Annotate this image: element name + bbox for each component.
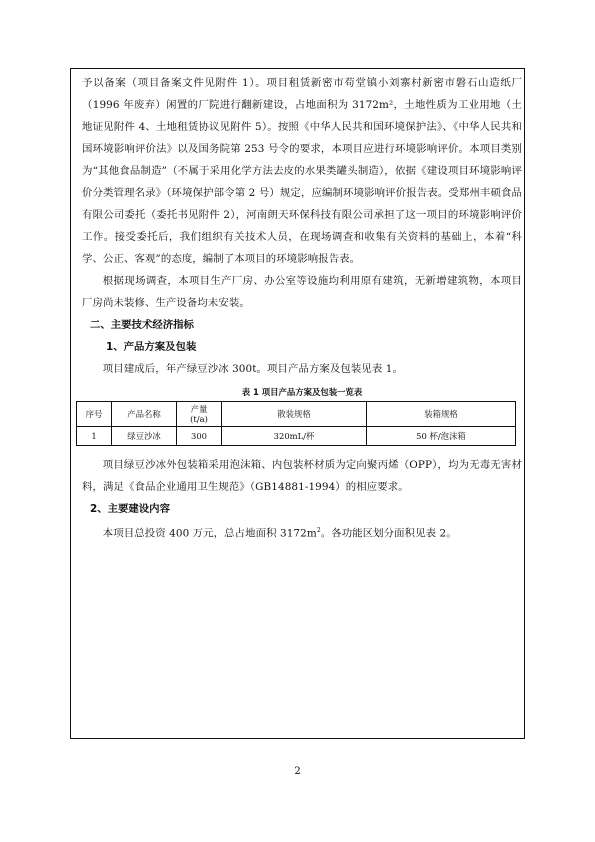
sub2-heading: 2、主要建设内容 <box>90 503 170 515</box>
investment-text: 本项目总投资 400 万元，总占地面积 3172m <box>102 527 317 540</box>
header-spec: 散装规格 <box>222 402 367 427</box>
investment-paragraph <box>82 520 522 544</box>
page-content <box>82 72 522 544</box>
cell-name: 绿豆沙冰 <box>112 427 177 446</box>
header-output-line1: 产量 <box>190 404 208 414</box>
section2-heading: 二、主要技术经济指标 <box>90 319 194 331</box>
header-box: 装箱规格 <box>367 402 516 427</box>
area-unit-superscript: 2 <box>316 527 321 534</box>
product-table <box>76 401 516 446</box>
table1-caption: 表 1 项目产品方案及包装一览表 <box>241 387 363 397</box>
sub1-paragraph: 项目建成后，年产绿豆沙冰 300t。项目产品方案及包装见表 1。 <box>102 363 403 375</box>
survey-paragraph: 根据现场调查，本项目生产厂房、办公室等设施均利用原有建筑，无新增建筑物，本项目厂房尚未装修、生产设备均未安装。 <box>82 275 522 309</box>
investment-text-end: 。各功能区划分面积见表 2。 <box>320 527 457 540</box>
header-name: 产品名称 <box>112 402 177 427</box>
header-output-line2: (t/a) <box>190 414 208 424</box>
packaging-paragraph: 项目绿豆沙冰外包装箱采用泡沫箱、内包装杯材质为定向聚丙烯（OPP），均为无毒无害材料，满足《食品企业通用卫生规范》（GB14881-1994）的相应要求。 <box>82 459 522 493</box>
intro-paragraph: 予以备案（项目备案文件见附件 1）。项目租赁新密市苟堂镇小刘寨村新密市磐石山造纸厂（1996 年废弃）闲置的厂院进行翻新建设，占地面积为 3172m²，土地性质为工业用地（土地证见附件 4、土地租赁协议见附件 5）。按照《中华人民共和国环境保护法》、《中华人民共和国环境影响评价法》以及国务院第 253 号令的要求，本项目应进行环境影响评价。本项目类别为“其他食品制造”（不属于采用化学方法去皮的水果类罐头制造），依据《建设项目环境影响评价分类管理名录》（环境保护部令第 2 号）规定，应编制环境影响评价报告表。受郑州丰硕食品有限公司委托（委托书见附件 2），河南朗天环保科技有限公司承担了这一项目的环境影响评价工作。接受委托后，我们组织有关技术人员，在现场调查和收集有关资料的基础上，本着“科学、公正、客观”的态度，编制了本项目的环境影响报告表。 <box>82 77 522 265</box>
table-header-row <box>77 402 516 427</box>
table-row <box>77 427 516 446</box>
cell-box: 50 杯/泡沫箱 <box>367 427 516 446</box>
cell-spec: 320mL/杯 <box>222 427 367 446</box>
cell-no: 1 <box>77 427 112 446</box>
page-number: 2 <box>294 766 301 777</box>
header-no: 序号 <box>77 402 112 427</box>
header-output <box>177 402 222 427</box>
sub1-heading: 1、产品方案及包装 <box>106 341 197 353</box>
cell-output: 300 <box>177 427 222 446</box>
